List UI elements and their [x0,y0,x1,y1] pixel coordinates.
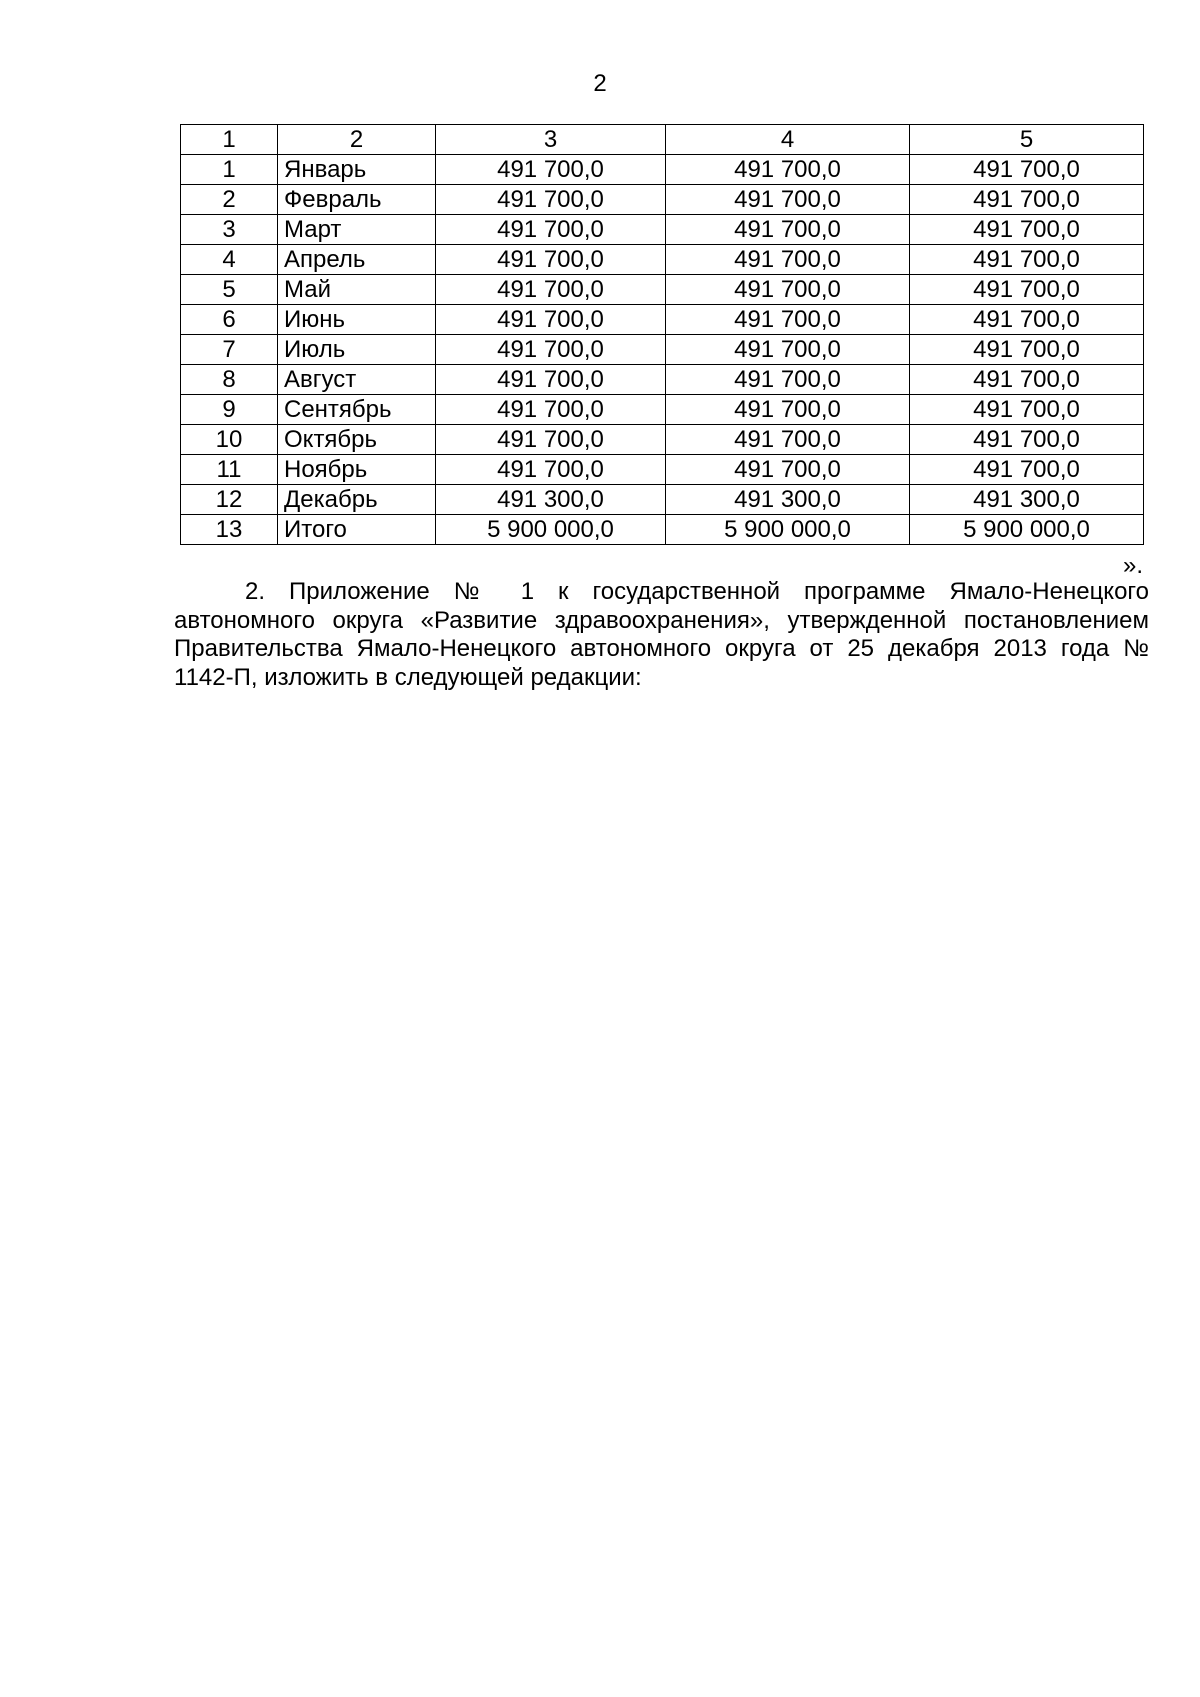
closing-quote: ». [1122,552,1143,579]
monthly-funding-table [180,124,1144,545]
header-cell-2: 2 [278,125,436,155]
table-row [181,275,1144,305]
body-paragraph: 2. Приложение № 1 к государственной программе Ямало-Ненецкого автономного округа «Развитие здравоохранения», утвержденной постановлением Правительства Ямало-Ненецкого автономного округа от 25 декабря 2013 года № 1142-П, изложить в следующей редакции: [174,578,1149,691]
table-row [181,425,1144,455]
table-row [181,515,1144,545]
row-number-cell: 13 [181,515,278,545]
value-cell-col4: 491 300,0 [666,485,910,515]
row-number-cell: 9 [181,395,278,425]
table-row [181,185,1144,215]
table-row [181,155,1144,185]
value-cell-col5: 491 700,0 [910,455,1144,485]
value-cell-col5: 5 900 000,0 [910,515,1144,545]
value-cell-col5: 491 700,0 [910,275,1144,305]
table-body [181,125,1144,545]
month-cell: Итого [278,515,436,545]
value-cell-col4: 491 700,0 [666,245,910,275]
value-cell-col5: 491 700,0 [910,155,1144,185]
value-cell-col3: 491 700,0 [436,335,666,365]
value-cell-col4: 491 700,0 [666,215,910,245]
row-number-cell: 3 [181,215,278,245]
month-cell: Январь [278,155,436,185]
row-number-cell: 1 [181,155,278,185]
value-cell-col5: 491 700,0 [910,395,1144,425]
row-number-cell: 6 [181,305,278,335]
value-cell-col3: 491 700,0 [436,425,666,455]
value-cell-col5: 491 700,0 [910,305,1144,335]
value-cell-col5: 491 300,0 [910,485,1144,515]
month-cell: Май [278,275,436,305]
value-cell-col3: 491 700,0 [436,275,666,305]
row-number-cell: 11 [181,455,278,485]
row-number-cell: 10 [181,425,278,455]
value-cell-col3: 491 700,0 [436,305,666,335]
value-cell-col3: 491 700,0 [436,245,666,275]
value-cell-col4: 491 700,0 [666,365,910,395]
value-cell-col4: 491 700,0 [666,275,910,305]
row-number-cell: 2 [181,185,278,215]
row-number-cell: 5 [181,275,278,305]
row-number-cell: 8 [181,365,278,395]
table-row [181,395,1144,425]
value-cell-col4: 491 700,0 [666,155,910,185]
value-cell-col3: 491 700,0 [436,185,666,215]
value-cell-col5: 491 700,0 [910,335,1144,365]
table-row [181,365,1144,395]
value-cell-col5: 491 700,0 [910,245,1144,275]
table-row [181,335,1144,365]
month-cell: Август [278,365,436,395]
header-cell-4: 4 [666,125,910,155]
value-cell-col3: 491 300,0 [436,485,666,515]
value-cell-col4: 491 700,0 [666,455,910,485]
month-cell: Март [278,215,436,245]
row-number-cell: 7 [181,335,278,365]
table-row [181,485,1144,515]
month-cell: Декабрь [278,485,436,515]
value-cell-col3: 491 700,0 [436,455,666,485]
table-header-row [181,125,1144,155]
value-cell-col4: 491 700,0 [666,335,910,365]
value-cell-col4: 491 700,0 [666,425,910,455]
value-cell-col3: 491 700,0 [436,155,666,185]
header-cell-3: 3 [436,125,666,155]
month-cell: Ноябрь [278,455,436,485]
table-row [181,455,1144,485]
page-number: 2 [593,70,607,97]
value-cell-col3: 491 700,0 [436,215,666,245]
row-number-cell: 4 [181,245,278,275]
value-cell-col4: 491 700,0 [666,305,910,335]
header-cell-1: 1 [181,125,278,155]
value-cell-col5: 491 700,0 [910,215,1144,245]
value-cell-col5: 491 700,0 [910,365,1144,395]
month-cell: Июль [278,335,436,365]
month-cell: Октябрь [278,425,436,455]
value-cell-col3: 491 700,0 [436,395,666,425]
table-row [181,305,1144,335]
value-cell-col4: 491 700,0 [666,185,910,215]
table-row [181,245,1144,275]
value-cell-col3: 491 700,0 [436,365,666,395]
month-cell: Февраль [278,185,436,215]
value-cell-col5: 491 700,0 [910,185,1144,215]
month-cell: Апрель [278,245,436,275]
month-cell: Сентябрь [278,395,436,425]
table-row [181,215,1144,245]
row-number-cell: 12 [181,485,278,515]
value-cell-col3: 5 900 000,0 [436,515,666,545]
value-cell-col4: 491 700,0 [666,395,910,425]
month-cell: Июнь [278,305,436,335]
value-cell-col4: 5 900 000,0 [666,515,910,545]
value-cell-col5: 491 700,0 [910,425,1144,455]
header-cell-5: 5 [910,125,1144,155]
